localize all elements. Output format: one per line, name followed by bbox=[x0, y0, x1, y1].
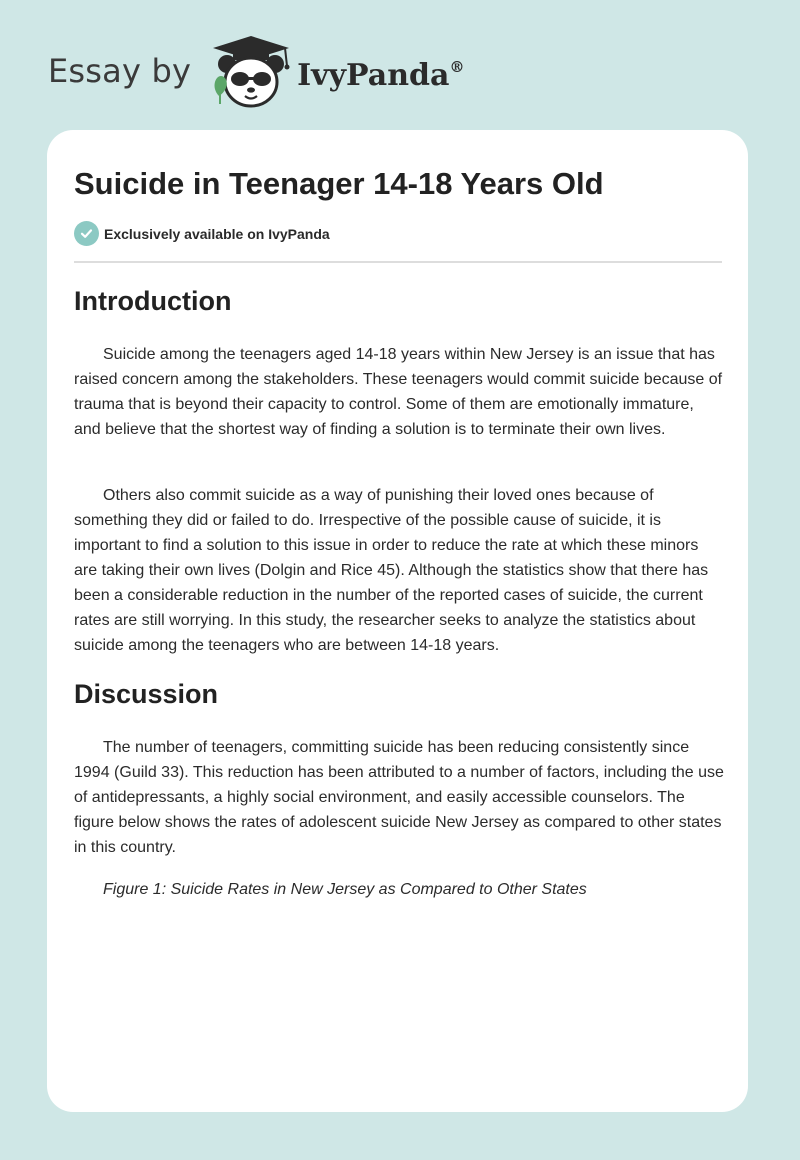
panda-mascot-icon bbox=[207, 34, 295, 110]
check-circle-icon bbox=[74, 221, 99, 246]
paragraph: Suicide among the teenagers aged 14-18 years within New Jersey is an issue that has raised concern among the stakeholders. These teenagers would commit suicide because of trauma that is beyond their capacity to control. Some of them are emotionally immature, and believe that the shortest way of finding a solution is to terminate their own lives. bbox=[74, 346, 723, 438]
exclusive-badge bbox=[74, 221, 330, 246]
brand-logo[interactable] bbox=[48, 34, 464, 110]
divider bbox=[74, 261, 722, 263]
paragraph: Others also commit suicide as a way of punishing their loved ones because of something they did or failed to do. Irrespective of the possible cause of suicide, it is important to find a solution to this issue in order to reduce the rate at which these minors are taking their own lives (Dolgin and Rice 45). Although the statistics show that there has been a considerable reduction in the number of the reported cases of suicide, the current rates are still worrying. In this study, the researcher seeks to analyze the statistics about suicide among the teenagers who are between 14-18 years. bbox=[74, 487, 709, 654]
page-title: Suicide in Teenager 14-18 Years Old bbox=[74, 166, 604, 201]
section-heading-introduction: Introduction bbox=[74, 286, 232, 316]
registered-mark: ® bbox=[449, 57, 465, 76]
paragraph: The number of teenagers, committing suicide has been reducing consistently since 1994 (Guild 33). This reduction has been attributed to a number of factors, including the use of antidepressants, a highly social environment, and easily accessible counselors. The figure below shows the rates of adolescent suicide New Jersey as compared to other states in this country. bbox=[74, 739, 724, 856]
essay-by-label: Essay by bbox=[48, 52, 192, 90]
brand-name: IvyPanda® bbox=[297, 57, 465, 93]
badge-label: Exclusively available on IvyPanda bbox=[104, 225, 330, 242]
section-heading-discussion: Discussion bbox=[74, 679, 219, 709]
essay-card bbox=[47, 130, 748, 1112]
figure-caption: Figure 1: Suicide Rates in New Jersey as Compared to Other States bbox=[103, 881, 587, 898]
